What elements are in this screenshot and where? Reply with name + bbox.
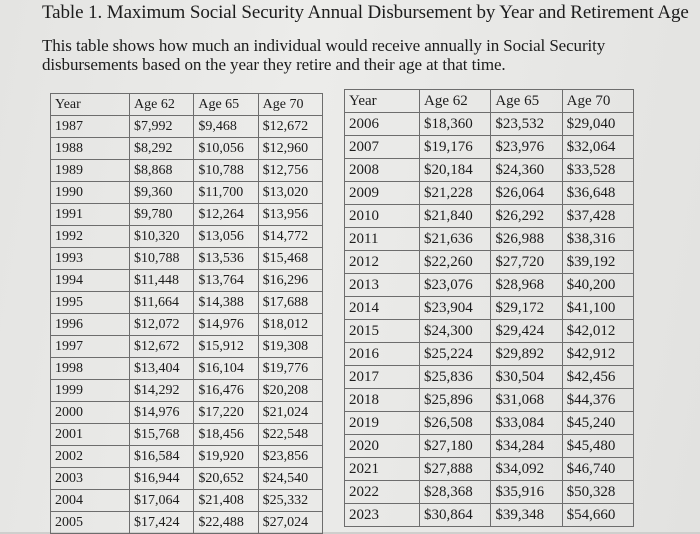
cell-age-62: $20,184 [420,159,491,182]
table-header-row [51,94,323,116]
cell-age-70: $45,240 [562,412,633,435]
cell-age-65: $9,468 [194,116,258,138]
cell-age-65: $29,892 [491,343,562,366]
table-description: This table shows how much an individual would receive annually in Social Security disbursements based on the year they retire and their age at that time. [42,36,606,74]
cell-age-65: $27,720 [491,251,562,274]
cell-age-65: $35,916 [491,481,562,504]
cell-age-70: $15,468 [258,248,322,270]
cell-age-70: $39,192 [562,251,633,274]
cell-age-65: $23,532 [491,113,562,136]
cell-age-62: $8,292 [130,138,194,160]
cell-age-70: $12,756 [258,160,322,182]
cell-age-65: $23,976 [491,136,562,159]
header-age-62: Age 62 [130,94,194,116]
cell-age-62: $9,780 [130,204,194,226]
cell-age-70: $29,040 [562,113,633,136]
cell-year: 1991 [51,204,130,226]
cell-age-65: $14,388 [194,292,258,314]
cell-age-62: $23,904 [420,297,491,320]
cell-age-70: $22,548 [258,424,322,446]
table-row [345,274,634,297]
table-row [51,204,323,226]
cell-age-62: $25,224 [420,343,491,366]
table-row [345,435,634,458]
cell-year: 2014 [345,297,420,320]
cell-year: 1987 [51,116,130,138]
cell-year: 2006 [345,113,420,136]
cell-age-70: $12,672 [258,116,322,138]
cell-age-65: $11,700 [194,182,258,204]
cell-age-62: $10,788 [130,248,194,270]
cell-age-62: $11,664 [130,292,194,314]
table-row [51,424,323,446]
cell-year: 1996 [51,314,130,336]
cell-year: 2020 [345,435,420,458]
cell-year: 1992 [51,226,130,248]
cell-age-62: $26,508 [420,412,491,435]
cell-age-62: $22,260 [420,251,491,274]
cell-age-65: $13,764 [194,270,258,292]
cell-year: 2016 [345,343,420,366]
cell-age-70: $17,688 [258,292,322,314]
cell-age-62: $25,896 [420,389,491,412]
cell-year: 1988 [51,138,130,160]
cell-year: 1999 [51,380,130,402]
cell-age-62: $16,584 [130,446,194,468]
cell-age-70: $23,856 [258,446,322,468]
cell-age-65: $12,264 [194,204,258,226]
table-row [51,402,323,424]
cell-age-70: $12,960 [258,138,322,160]
table-row [51,446,323,468]
table-row [51,160,323,182]
cell-age-62: $13,404 [130,358,194,380]
cell-age-62: $19,176 [420,136,491,159]
cell-age-70: $42,912 [562,343,633,366]
cell-year: 2009 [345,182,420,205]
cell-age-70: $40,200 [562,274,633,297]
cell-age-65: $19,920 [194,446,258,468]
cell-age-70: $54,660 [562,504,633,527]
table-row [345,228,634,251]
cell-age-70: $18,012 [258,314,322,336]
cell-age-70: $45,480 [562,435,633,458]
table-row [345,320,634,343]
cell-year: 2010 [345,205,420,228]
table-row [345,205,634,228]
table-row [51,490,323,512]
cell-age-62: $23,076 [420,274,491,297]
table-row [345,136,634,159]
cell-age-65: $20,652 [194,468,258,490]
cell-age-70: $13,020 [258,182,322,204]
cell-year: 2015 [345,320,420,343]
cell-year: 2008 [345,159,420,182]
cell-year: 2018 [345,389,420,412]
cell-year: 2001 [51,424,130,446]
table-row [345,182,634,205]
cell-age-62: $21,840 [420,205,491,228]
table-row [345,504,634,527]
table-row [51,358,323,380]
table-header-row [345,90,634,113]
cell-year: 2005 [51,512,130,534]
cell-year: 2023 [345,504,420,527]
cell-age-70: $14,772 [258,226,322,248]
table-row [51,116,323,138]
cell-age-70: $41,100 [562,297,633,320]
table-row [51,512,323,534]
disbursement-table-right [344,89,634,527]
cell-age-70: $46,740 [562,458,633,481]
table-row [51,314,323,336]
table-row [51,270,323,292]
table-row [51,138,323,160]
cell-age-62: $12,672 [130,336,194,358]
cell-age-65: $24,360 [491,159,562,182]
cell-age-70: $37,428 [562,205,633,228]
cell-age-65: $30,504 [491,366,562,389]
table-row [345,159,634,182]
table-row [51,182,323,204]
cell-age-70: $36,648 [562,182,633,205]
cell-age-62: $18,360 [420,113,491,136]
cell-age-65: $28,968 [491,274,562,297]
table-title: Table 1. Maximum Social Security Annual Disbursement by Year and Retirement Age [42,2,689,23]
table-row [345,389,634,412]
cell-age-62: $14,292 [130,380,194,402]
cell-age-70: $13,956 [258,204,322,226]
cell-year: 1997 [51,336,130,358]
cell-age-70: $24,540 [258,468,322,490]
cell-age-65: $10,056 [194,138,258,160]
cell-age-65: $29,172 [491,297,562,320]
cell-year: 2011 [345,228,420,251]
cell-age-65: $34,092 [491,458,562,481]
cell-age-70: $38,316 [562,228,633,251]
cell-age-62: $15,768 [130,424,194,446]
cell-age-62: $17,064 [130,490,194,512]
cell-age-65: $26,988 [491,228,562,251]
table-row [51,336,323,358]
header-year: Year [345,90,420,113]
cell-age-70: $50,328 [562,481,633,504]
cell-age-70: $33,528 [562,159,633,182]
cell-age-65: $17,220 [194,402,258,424]
cell-age-62: $14,976 [130,402,194,424]
cell-age-62: $21,228 [420,182,491,205]
cell-year: 2012 [345,251,420,274]
cell-age-70: $16,296 [258,270,322,292]
cell-year: 1995 [51,292,130,314]
table-row [345,343,634,366]
cell-age-65: $26,292 [491,205,562,228]
cell-year: 2013 [345,274,420,297]
cell-age-70: $42,456 [562,366,633,389]
disbursement-table-left [50,93,323,534]
cell-age-65: $13,056 [194,226,258,248]
table-row [51,292,323,314]
cell-year: 2017 [345,366,420,389]
cell-age-62: $30,864 [420,504,491,527]
cell-year: 1994 [51,270,130,292]
cell-age-65: $26,064 [491,182,562,205]
header-age-62: Age 62 [420,90,491,113]
cell-age-62: $7,992 [130,116,194,138]
cell-age-65: $22,488 [194,512,258,534]
cell-age-65: $18,456 [194,424,258,446]
table-row [345,297,634,320]
table-row [345,412,634,435]
table-row [345,113,634,136]
cell-age-70: $20,208 [258,380,322,402]
cell-year: 1989 [51,160,130,182]
header-age-65: Age 65 [491,90,562,113]
cell-year: 2003 [51,468,130,490]
cell-year: 2000 [51,402,130,424]
cell-year: 2007 [345,136,420,159]
cell-age-62: $16,944 [130,468,194,490]
cell-year: 2019 [345,412,420,435]
cell-year: 2002 [51,446,130,468]
header-year: Year [51,94,130,116]
cell-age-65: $29,424 [491,320,562,343]
cell-age-70: $27,024 [258,512,322,534]
cell-age-62: $28,368 [420,481,491,504]
cell-age-65: $16,104 [194,358,258,380]
table-row [51,468,323,490]
cell-age-65: $13,536 [194,248,258,270]
cell-year: 1993 [51,248,130,270]
table-row [345,366,634,389]
table-row [51,380,323,402]
cell-age-65: $31,068 [491,389,562,412]
header-age-65: Age 65 [194,94,258,116]
table-row [345,251,634,274]
cell-year: 2004 [51,490,130,512]
cell-age-62: $8,868 [130,160,194,182]
cell-age-65: $21,408 [194,490,258,512]
cell-age-65: $14,976 [194,314,258,336]
cell-age-62: $24,300 [420,320,491,343]
header-age-70: Age 70 [562,90,633,113]
cell-year: 2022 [345,481,420,504]
cell-age-62: $10,320 [130,226,194,248]
cell-age-62: $21,636 [420,228,491,251]
cell-age-65: $39,348 [491,504,562,527]
table-row [51,248,323,270]
table-row [51,226,323,248]
cell-age-70: $32,064 [562,136,633,159]
cell-year: 1990 [51,182,130,204]
header-age-70: Age 70 [258,94,322,116]
cell-age-65: $16,476 [194,380,258,402]
cell-age-70: $21,024 [258,402,322,424]
cell-age-62: $27,180 [420,435,491,458]
table-row [345,481,634,504]
cell-age-70: $19,776 [258,358,322,380]
cell-age-70: $42,012 [562,320,633,343]
cell-age-62: $17,424 [130,512,194,534]
cell-age-62: $27,888 [420,458,491,481]
cell-age-65: $10,788 [194,160,258,182]
table-row [345,458,634,481]
cell-year: 1998 [51,358,130,380]
cell-age-62: $25,836 [420,366,491,389]
cell-age-65: $33,084 [491,412,562,435]
cell-age-65: $15,912 [194,336,258,358]
cell-year: 2021 [345,458,420,481]
cell-age-62: $12,072 [130,314,194,336]
cell-age-70: $19,308 [258,336,322,358]
cell-age-65: $34,284 [491,435,562,458]
cell-age-70: $44,376 [562,389,633,412]
cell-age-62: $11,448 [130,270,194,292]
cell-age-70: $25,332 [258,490,322,512]
cell-age-62: $9,360 [130,182,194,204]
